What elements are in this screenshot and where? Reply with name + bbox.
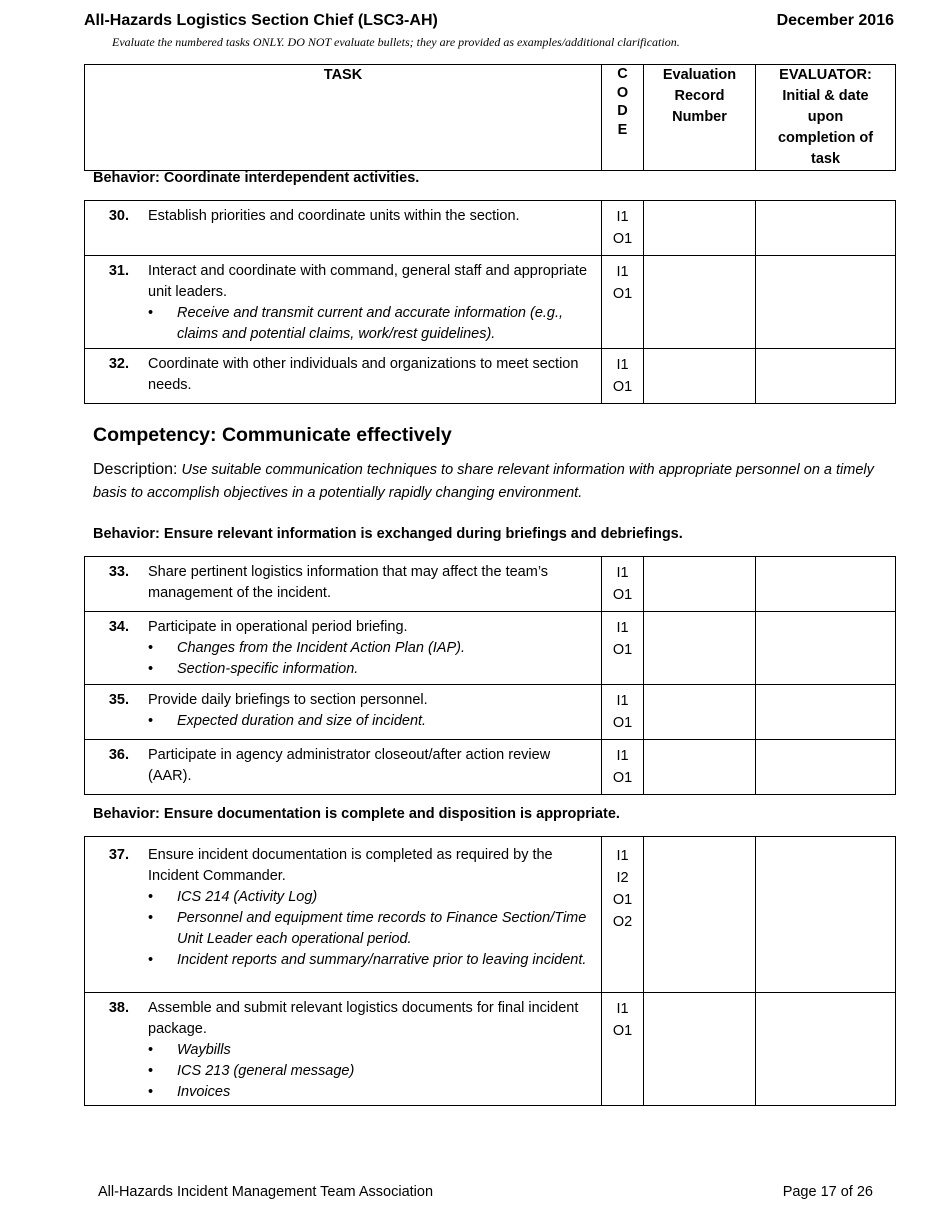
evaluator-initials-cell[interactable] — [756, 256, 896, 349]
page-number: Page 17 of 26 — [782, 1184, 873, 1200]
record-number-cell[interactable] — [644, 349, 756, 404]
record-number-cell[interactable] — [644, 256, 756, 349]
task-codes: I1 I2 O1 O2 — [602, 837, 644, 993]
task-row — [85, 740, 896, 795]
task-bullet: • Expected duration and size of incident. — [148, 711, 595, 732]
task-bullet: • ICS 213 (general message) — [148, 1061, 595, 1082]
record-column-header: Evaluation Record Number — [644, 65, 756, 171]
task-text: Coordinate with other individuals and organizations to meet section needs. — [148, 356, 579, 393]
task-text: Establish priorities and coordinate units within the section. — [148, 208, 520, 224]
task-row — [85, 612, 896, 685]
task-bullet: • Waybills — [148, 1040, 595, 1061]
document-title: All-Hazards Logistics Section Chief (LSC3-AH) — [84, 12, 438, 29]
task-table-header — [84, 64, 896, 171]
task-bullet: • Receive and transmit current and accurate information (e.g., claims and potential claims, work/rest guidelines). — [148, 303, 595, 345]
evaluator-initials-cell[interactable] — [756, 685, 896, 740]
evaluator-column-header: EVALUATOR: Initial & date upon completion of task — [756, 65, 896, 171]
task-number: 30. — [108, 208, 129, 224]
evaluator-initials-cell[interactable] — [756, 993, 896, 1106]
task-row — [85, 685, 896, 740]
task-table — [84, 836, 896, 1106]
task-text: Participate in agency administrator closeout/after action review (AAR). — [148, 747, 551, 784]
task-codes: I1 O1 — [602, 993, 644, 1106]
document-date: December 2016 — [776, 12, 894, 29]
task-bullet: • ICS 214 (Activity Log) — [148, 887, 595, 908]
task-bullet: • Personnel and equipment time records to Finance Section/Time Unit Leader each operational period. — [148, 908, 595, 950]
task-table — [84, 200, 896, 404]
task-number: 32. — [108, 356, 129, 372]
task-codes: I1 O1 — [602, 349, 644, 404]
task-codes: I1 O1 — [602, 612, 644, 685]
evaluator-initials-cell[interactable] — [756, 612, 896, 685]
task-row — [85, 837, 896, 993]
task-row — [85, 557, 896, 612]
evaluator-initials-cell[interactable] — [756, 557, 896, 612]
evaluation-instruction: Evaluate the numbered tasks ONLY. DO NOT evaluate bullets; they are provided as examples/additional clarification. — [112, 35, 680, 49]
task-codes: I1 O1 — [602, 740, 644, 795]
task-column-header: TASK — [85, 65, 602, 171]
task-number: 38. — [108, 1000, 129, 1016]
task-row — [85, 201, 896, 256]
task-row — [85, 993, 896, 1106]
code-column-header: C O D E — [602, 65, 644, 171]
competency-title: Competency: Communicate effectively — [93, 424, 452, 446]
task-row — [85, 256, 896, 349]
evaluator-initials-cell[interactable] — [756, 349, 896, 404]
task-number: 37. — [108, 847, 129, 863]
task-codes: I1 O1 — [602, 557, 644, 612]
task-text: Assemble and submit relevant logistics documents for final incident package. — [148, 1000, 579, 1037]
task-bullet: • Section-specific information. — [148, 659, 595, 680]
task-text: Ensure incident documentation is completed as required by the Incident Commander. — [148, 847, 553, 884]
evaluator-initials-cell[interactable] — [756, 740, 896, 795]
task-number: 33. — [108, 564, 129, 580]
record-number-cell[interactable] — [644, 685, 756, 740]
task-row — [85, 349, 896, 404]
task-text: Provide daily briefings to section personnel. — [148, 692, 428, 708]
task-bullet: • Changes from the Incident Action Plan (IAP). — [148, 638, 595, 659]
evaluator-initials-cell[interactable] — [756, 201, 896, 256]
task-bullet: • Incident reports and summary/narrative prior to leaving incident. — [148, 950, 595, 971]
footer-organization: All-Hazards Incident Management Team Association — [98, 1184, 434, 1200]
task-number: 36. — [108, 747, 129, 763]
competency-description: Description: Use suitable communication techniques to share relevant information with appropriate personnel on a timely basis to accomplish objectives in a potentially rapidly changing environment. — [93, 461, 874, 501]
task-text: Participate in operational period briefing. — [148, 619, 408, 635]
task-text: Interact and coordinate with command, general staff and appropriate unit leaders. — [148, 263, 588, 300]
task-codes: I1 O1 — [602, 685, 644, 740]
task-table — [84, 556, 896, 795]
record-number-cell[interactable] — [644, 557, 756, 612]
record-number-cell[interactable] — [644, 612, 756, 685]
task-number: 34. — [108, 619, 129, 635]
record-number-cell[interactable] — [644, 201, 756, 256]
behavior-heading: Behavior: Ensure relevant information is exchanged during briefings and debriefings. — [93, 526, 683, 542]
record-number-cell[interactable] — [644, 993, 756, 1106]
task-number: 35. — [108, 692, 129, 708]
task-codes: I1 O1 — [602, 201, 644, 256]
task-number: 31. — [108, 263, 129, 279]
behavior-heading: Behavior: Ensure documentation is complete and disposition is appropriate. — [93, 806, 620, 822]
behavior-heading: Behavior: Coordinate interdependent activities. — [93, 170, 420, 186]
record-number-cell[interactable] — [644, 740, 756, 795]
task-bullet: • Invoices — [148, 1082, 595, 1103]
task-text: Share pertinent logistics information that may affect the team’s management of the incident. — [148, 564, 549, 601]
record-number-cell[interactable] — [644, 837, 756, 993]
evaluator-initials-cell[interactable] — [756, 837, 896, 993]
task-codes: I1 O1 — [602, 256, 644, 349]
